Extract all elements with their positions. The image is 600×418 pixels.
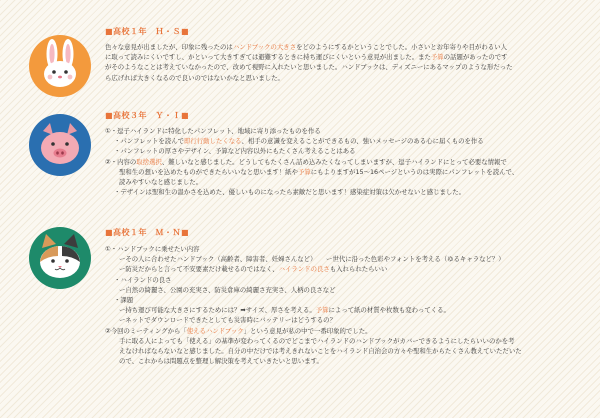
text-line [105, 52, 589, 62]
text-line [105, 275, 589, 285]
body-text: えなければならないなと感じました。自分の中だけでは考えきれないことをハイランド自治会の方々や聖和生からたくさん教えていただいた [119, 347, 522, 356]
body-text: ・パンフレットの厚さやデザイン、予算など内容以外にもたくさん考えることはある [114, 147, 356, 156]
text-line [105, 264, 589, 274]
text-line [105, 244, 589, 254]
body-text: ①・逗子ハイランドに特化したパンフレット、地域に寄り添ったものを作る [105, 127, 321, 135]
body-text: 聖和生の想いを込めたものができたらいいなと思います！紙や [119, 167, 298, 176]
body-text: をどのようにするかということでした。小さいとお年寄りや目がわるい人 [296, 43, 507, 51]
body-text: ②・内容の [105, 157, 137, 166]
body-text: の話題があったのです [443, 53, 508, 62]
body-text: ー持ち運び可能な大きさにするためには？➡サイズ、厚さを考える。 [119, 306, 316, 315]
body-text: ーその人に合わせたハンドブック（高齢者、障害者、妊婦さんなど） ー世代に沿った色彩やフォントを考える（ゆるキャラなど？） [119, 255, 505, 264]
body-text: ・ハイランドの良さ [114, 275, 172, 284]
text-line [105, 62, 589, 72]
body-text: ので、これからは問題点を整理し解決策を考えていきたいと思います。 [119, 357, 323, 366]
body-text: ②今回のミーティングから「 [105, 326, 187, 335]
rabbit-icon [28, 34, 92, 98]
pig-icon [28, 113, 92, 177]
body-text: ・課題 [114, 296, 134, 305]
body-text: 手に取る人によっても「使える」の基準が変わってくるのでどこまでハイランドのハンドブックがカバーできるようにしたらいいのかを考 [119, 336, 515, 345]
section-heading: ■高校３年 Ｙ・Ｉ■ [105, 111, 190, 120]
highlight-text: 取捨選択 [136, 157, 162, 166]
text-line [105, 326, 589, 336]
body-text: も入れられたらいい [329, 265, 388, 274]
text-line [105, 305, 589, 315]
section-heading: ■高校１年 Ｍ・Ｎ■ [105, 228, 190, 237]
body-text: に取って読みにくいですし、かといって大きすぎては避難するときに持ち運びにくいという意見が出ました。また [105, 53, 431, 62]
body-text: ①・ハンドブックに乗せたい内容 [105, 245, 200, 253]
body-text: ら広げれば大きくなるので良いのではないかなと思いました。 [105, 73, 284, 82]
highlight-text: 即行行動したくなる [183, 137, 242, 146]
section-heading: ■高校１年 Ｈ・Ｓ■ [105, 27, 190, 36]
highlight-text: 予算 [430, 53, 444, 62]
text-line [105, 42, 589, 52]
body-text: 、難しいなと感じました。どうしてもたくさん詰め込みたくなってしまいますが、逗子ハイランドにとって必要な情報で [161, 157, 507, 166]
text-line [105, 356, 589, 366]
text-line [105, 295, 589, 305]
text-line [105, 126, 589, 136]
text-line [105, 336, 589, 346]
text-line [105, 177, 589, 187]
body-text: ・パンフレットを読んで [114, 137, 184, 146]
body-text: ・デザインは聖和生の温かさを込めた、優しいものになったら素敵だと思います！感染症対策は欠かせないと感じました。 [114, 188, 466, 197]
text-line [105, 187, 589, 197]
body-text: ー自然の綺麗さ、公園の充実さ、防災倉庫の綺麗さ充実さ、人柄の良さなど [119, 285, 336, 294]
body-text: がそのようなことは考えていなかったので、改めて視野に入れたいと思いました。ハンドブックは、ディズニーにあるマップのような形だった [105, 63, 513, 72]
body-text: ー防災だからと言って不安要素だけ載せるのではなく、 [119, 265, 279, 274]
cat-icon [28, 226, 92, 290]
body-text: 読みやすいなと感じました。 [119, 178, 203, 187]
body-text: 」という意見が私の中で一番印象的でした。 [243, 326, 372, 335]
body-text: ーネットでダウンロードできたとしても災害時にバッテリーはどうするの？ [119, 316, 336, 325]
section-body [105, 42, 589, 83]
body-text: にもよりますが15〜16ページというのは実際にパンフレットを読んで、 [310, 167, 519, 176]
body-text: によって紙の材質や枚数も変わってくる。 [328, 306, 450, 315]
highlight-text: 予算 [315, 306, 329, 315]
highlight-text: ハイランドの良さ [278, 265, 330, 274]
highlight-text: ハンドブックの大きさ [232, 43, 297, 51]
text-line [105, 254, 589, 264]
text-line [105, 315, 589, 325]
highlight-text: 予算 [297, 167, 311, 176]
text-line [105, 346, 589, 356]
section-body [105, 126, 589, 197]
text-line [105, 157, 589, 167]
text-line [105, 285, 589, 295]
text-line [105, 146, 589, 156]
text-line [105, 73, 589, 83]
body-text: 、相手の意識を変えることができるもの、強いメッセージのある心に届くものを作る [241, 137, 484, 146]
highlight-text: 使えるハンドブック [186, 326, 244, 335]
body-text: 色々な意見が出ましたが、印象に残ったのは [105, 43, 233, 51]
text-line [105, 167, 589, 177]
section-body [105, 244, 589, 366]
text-line [105, 136, 589, 146]
